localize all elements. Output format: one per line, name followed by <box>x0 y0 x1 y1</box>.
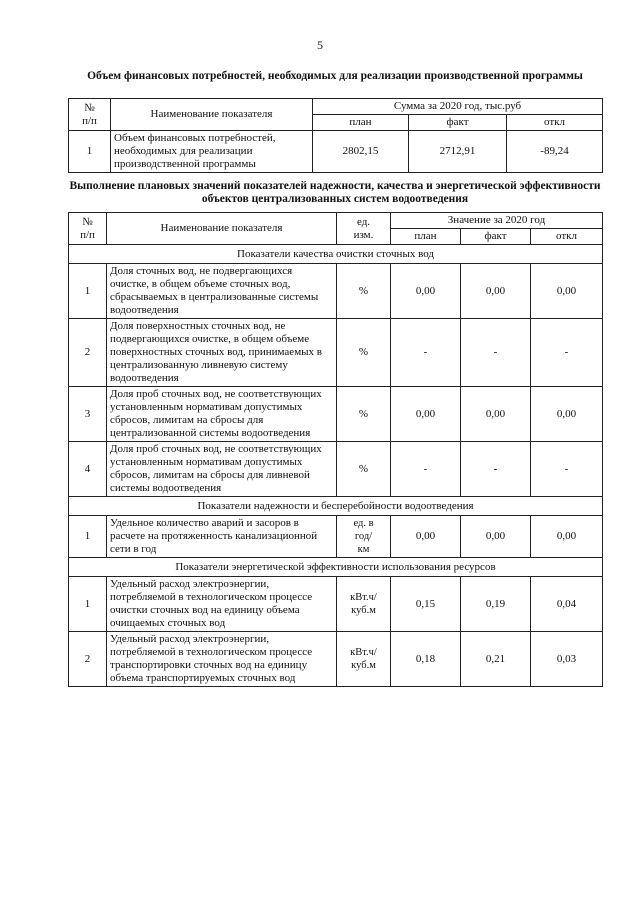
header-unit: ед. изм. <box>337 213 391 245</box>
row-unit: кВт.ч/ куб.м <box>337 632 391 687</box>
header-dev: откл <box>531 229 603 245</box>
row-plan: 0,18 <box>391 632 461 687</box>
row-plan: - <box>391 319 461 387</box>
row-name: Доля проб сточных вод, не соответствующих установленным нормативам допустимых сбросов, лимитам на сбросы для централизованной системы водоотведения <box>107 387 337 442</box>
row-fact: 0,00 <box>461 516 531 558</box>
indicators-table <box>68 212 603 687</box>
row-dev: -89,24 <box>507 131 603 173</box>
header-value: Значение за 2020 год <box>391 213 603 229</box>
row-plan: 0,00 <box>391 516 461 558</box>
row-plan: - <box>391 442 461 497</box>
row-fact: - <box>461 319 531 387</box>
row-name: Доля проб сточных вод, не соответствующих установленным нормативам допустимых сбросов, лимитам на сбросы для ливневой системы водоотведения <box>107 442 337 497</box>
row-plan: 2802,15 <box>313 131 409 173</box>
group-header <box>69 497 603 516</box>
row-num: 2 <box>69 632 107 687</box>
header-dev: откл <box>507 115 603 131</box>
group-title-reliability: Показатели надежности и бесперебойности водоотведения <box>69 497 603 516</box>
table-row <box>69 264 603 319</box>
row-plan: 0,00 <box>391 264 461 319</box>
header-plan: план <box>313 115 409 131</box>
row-num: 2 <box>69 319 107 387</box>
group-header <box>69 558 603 577</box>
row-num: 1 <box>69 516 107 558</box>
row-unit: % <box>337 442 391 497</box>
row-num: 3 <box>69 387 107 442</box>
row-dev: 0,00 <box>531 387 603 442</box>
row-fact: - <box>461 442 531 497</box>
row-name: Доля поверхностных сточных вод, не подвергающихся очистке, в общем объеме поверхностных сточных вод, принимаемых в централизованную ливневую систему водоотведения <box>107 319 337 387</box>
group-title-energy: Показатели энергетической эффективности использования ресурсов <box>69 558 603 577</box>
section1-title: Объем финансовых потребностей, необходимых для реализации производственной программы <box>87 70 583 82</box>
row-dev: - <box>531 319 603 387</box>
table-row <box>69 319 603 387</box>
section2-title: Выполнение плановых значений показателей надежности, качества и энергетической эффективности объектов централизованных систем водоотведения <box>69 180 601 205</box>
table-row <box>69 442 603 497</box>
table-row <box>69 387 603 442</box>
header-plan: план <box>391 229 461 245</box>
row-unit: % <box>337 264 391 319</box>
page-number: 5 <box>317 38 323 52</box>
financial-table <box>68 98 603 173</box>
row-fact: 0,21 <box>461 632 531 687</box>
row-dev: 0,00 <box>531 264 603 319</box>
row-unit: % <box>337 319 391 387</box>
header-name: Наименование показателя <box>107 213 337 245</box>
row-dev: 0,04 <box>531 577 603 632</box>
header-fact: факт <box>409 115 507 131</box>
row-fact: 0,00 <box>461 387 531 442</box>
table-row <box>69 577 603 632</box>
row-plan: 0,00 <box>391 387 461 442</box>
row-name: Удельный расход электроэнергии, потребляемой в технологическом процессе транспортировки сточных вод на единицу объема транспортируемых сточных вод <box>107 632 337 687</box>
row-unit: % <box>337 387 391 442</box>
row-dev: 0,00 <box>531 516 603 558</box>
table-row <box>69 131 603 173</box>
table-row <box>69 632 603 687</box>
row-fact: 2712,91 <box>409 131 507 173</box>
row-fact: 0,19 <box>461 577 531 632</box>
row-unit: кВт.ч/ куб.м <box>337 577 391 632</box>
header-name: Наименование показателя <box>111 99 313 131</box>
row-num: 1 <box>69 264 107 319</box>
row-plan: 0,15 <box>391 577 461 632</box>
row-dev: - <box>531 442 603 497</box>
row-unit: ед. в год/ км <box>337 516 391 558</box>
header-num: № п/п <box>69 213 107 245</box>
row-name: Удельное количество аварий и засоров в расчете на протяженность канализационной сети в год <box>107 516 337 558</box>
header-sum: Сумма за 2020 год, тыс.руб <box>313 99 603 115</box>
header-fact: факт <box>461 229 531 245</box>
row-name: Объем финансовых потребностей, необходимых для реализации производственной программы <box>111 131 313 173</box>
group-header <box>69 245 603 264</box>
row-num: 1 <box>69 131 111 173</box>
header-num: № п/п <box>69 99 111 131</box>
row-fact: 0,00 <box>461 264 531 319</box>
table-row <box>69 516 603 558</box>
row-name: Удельный расход электроэнергии, потребляемой в технологическом процессе очистки сточных вод на единицу объема очищаемых сточных вод <box>107 577 337 632</box>
row-name: Доля сточных вод, не подвергающихся очистке, в общем объеме сточных вод, сбрасываемых в централизованные системы водоотведения <box>107 264 337 319</box>
row-num: 1 <box>69 577 107 632</box>
row-dev: 0,03 <box>531 632 603 687</box>
group-title-quality: Показатели качества очистки сточных вод <box>69 245 603 264</box>
row-num: 4 <box>69 442 107 497</box>
